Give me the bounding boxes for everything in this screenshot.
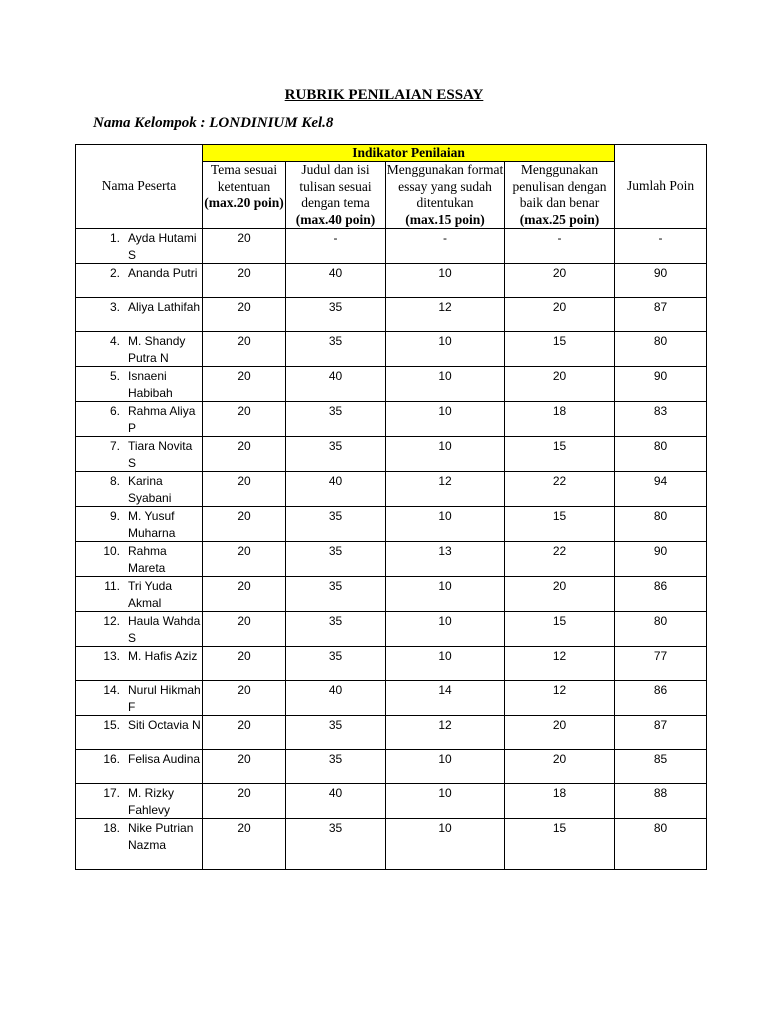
- total-score-cell: 90: [615, 542, 707, 577]
- score-cell: 15: [505, 437, 615, 472]
- row-number: 4.: [109, 334, 120, 348]
- row-number: 7.: [109, 439, 120, 453]
- participant-cell: [76, 647, 203, 681]
- participant-name: Tiara Novita S: [128, 439, 193, 470]
- score-cell: 10: [386, 437, 505, 472]
- score-cell: 20: [203, 402, 286, 437]
- score-cell: 20: [203, 784, 286, 819]
- score-cell: 35: [286, 402, 386, 437]
- score-cell: -: [386, 229, 505, 264]
- participant-name: Karina Syabani: [128, 474, 172, 505]
- score-cell: 35: [286, 507, 386, 542]
- participant-name: M. Rizky Fahlevy: [128, 786, 174, 817]
- participant-name: Tri Yuda Akmal: [128, 579, 173, 610]
- score-cell: 20: [505, 298, 615, 332]
- score-cell: 20: [203, 647, 286, 681]
- table-row: [76, 367, 707, 402]
- score-cell: 35: [286, 542, 386, 577]
- score-cell: 20: [505, 716, 615, 750]
- score-cell: 22: [505, 472, 615, 507]
- score-cell: 35: [286, 750, 386, 784]
- table-body: [76, 229, 707, 870]
- rubric-table: [75, 144, 707, 870]
- participant-cell: [76, 472, 203, 507]
- score-cell: 40: [286, 784, 386, 819]
- score-cell: 35: [286, 437, 386, 472]
- score-cell: -: [286, 229, 386, 264]
- participant-name: Nurul Hikmah F: [128, 683, 201, 714]
- row-number: 16.: [103, 752, 120, 766]
- row-number: 13.: [103, 649, 120, 663]
- score-cell: 20: [203, 542, 286, 577]
- score-cell: 20: [203, 681, 286, 716]
- score-cell: 10: [386, 402, 505, 437]
- total-score-cell: 85: [615, 750, 707, 784]
- score-cell: 20: [203, 367, 286, 402]
- participant-cell: [76, 298, 203, 332]
- score-cell: 40: [286, 264, 386, 298]
- participant-cell: [76, 750, 203, 784]
- participant-name: M. Hafis Aziz: [128, 649, 198, 663]
- participant-cell: [76, 402, 203, 437]
- participant-cell: [76, 437, 203, 472]
- score-cell: 20: [203, 750, 286, 784]
- score-cell: 40: [286, 681, 386, 716]
- score-cell: 18: [505, 784, 615, 819]
- score-cell: 12: [505, 647, 615, 681]
- row-number: 10.: [103, 544, 120, 558]
- score-cell: 10: [386, 612, 505, 647]
- participant-name: M. Shandy Putra N: [128, 334, 186, 365]
- total-score-cell: 80: [615, 437, 707, 472]
- score-cell: 20: [203, 612, 286, 647]
- row-number: 5.: [109, 369, 120, 383]
- participant-cell: [76, 229, 203, 264]
- total-score-cell: 80: [615, 507, 707, 542]
- total-score-cell: 90: [615, 264, 707, 298]
- total-score-cell: 80: [615, 612, 707, 647]
- col-header-name: Nama Peserta: [76, 145, 203, 229]
- total-score-cell: 90: [615, 367, 707, 402]
- row-number: 18.: [103, 821, 120, 835]
- score-cell: 35: [286, 612, 386, 647]
- score-cell: 12: [386, 298, 505, 332]
- participant-name: Rahma Mareta: [128, 544, 167, 575]
- score-cell: 35: [286, 716, 386, 750]
- table-row: [76, 437, 707, 472]
- total-score-cell: 88: [615, 784, 707, 819]
- table-row: [76, 507, 707, 542]
- total-score-cell: 86: [615, 681, 707, 716]
- row-number: 15.: [103, 718, 120, 732]
- table-row: [76, 402, 707, 437]
- participant-cell: [76, 716, 203, 750]
- score-cell: 35: [286, 298, 386, 332]
- total-score-cell: 77: [615, 647, 707, 681]
- score-cell: 15: [505, 612, 615, 647]
- participant-cell: [76, 542, 203, 577]
- participant-name: Ayda Hutami S: [128, 231, 197, 262]
- participant-name: Felisa Audina: [128, 752, 201, 766]
- score-cell: 10: [386, 647, 505, 681]
- participant-cell: [76, 507, 203, 542]
- table-row: [76, 332, 707, 367]
- row-number: 14.: [103, 683, 120, 697]
- score-cell: 20: [203, 437, 286, 472]
- score-cell: 10: [386, 819, 505, 870]
- total-score-cell: 80: [615, 332, 707, 367]
- score-cell: 13: [386, 542, 505, 577]
- score-cell: 20: [203, 577, 286, 612]
- criterion-header: Menggunakan format essay yang sudah ditentukan (max.15 poin): [386, 162, 504, 227]
- score-cell: 15: [505, 819, 615, 870]
- participant-cell: [76, 612, 203, 647]
- participant-name: Haula Wahda S: [128, 614, 201, 645]
- row-number: 8.: [109, 474, 120, 488]
- participant-name: Siti Octavia N: [128, 718, 201, 732]
- score-cell: 20: [203, 332, 286, 367]
- total-score-cell: 87: [615, 298, 707, 332]
- score-cell: 14: [386, 681, 505, 716]
- total-score-cell: 83: [615, 402, 707, 437]
- total-score-cell: 80: [615, 819, 707, 870]
- score-cell: 20: [505, 264, 615, 298]
- row-number: 1.: [109, 231, 120, 245]
- participant-cell: [76, 577, 203, 612]
- score-cell: 20: [505, 367, 615, 402]
- participant-name: M. Yusuf Muharna: [128, 509, 176, 540]
- score-cell: 12: [386, 472, 505, 507]
- score-cell: 20: [203, 507, 286, 542]
- table-row: [76, 784, 707, 819]
- score-cell: 22: [505, 542, 615, 577]
- row-number: 9.: [109, 509, 120, 523]
- row-number: 12.: [103, 614, 120, 628]
- score-cell: 15: [505, 332, 615, 367]
- score-cell: 40: [286, 472, 386, 507]
- table-row: [76, 750, 707, 784]
- score-cell: 20: [203, 472, 286, 507]
- table-row: [76, 647, 707, 681]
- table-row: [76, 577, 707, 612]
- group-name: Nama Kelompok : LONDINIUM Kel.8: [93, 115, 334, 131]
- participant-name: Ananda Putri: [128, 266, 198, 280]
- score-cell: 20: [203, 298, 286, 332]
- participant-name: Isnaeni Habibah: [128, 369, 173, 400]
- table-row: [76, 681, 707, 716]
- score-cell: 40: [286, 367, 386, 402]
- total-score-cell: 94: [615, 472, 707, 507]
- criterion-header: Tema sesuai ketentuan (max.20 poin): [203, 162, 286, 229]
- score-cell: 20: [203, 819, 286, 870]
- participant-cell: [76, 367, 203, 402]
- criterion-header: Judul dan isi tulisan sesuai dengan tema (max.40 poin): [286, 162, 386, 229]
- table-row: [76, 264, 707, 298]
- score-cell: 15: [505, 507, 615, 542]
- col-header-total: Jumlah Poin: [615, 145, 707, 229]
- score-cell: 12: [386, 716, 505, 750]
- row-number: 2.: [109, 266, 120, 280]
- total-score-cell: 87: [615, 716, 707, 750]
- row-number: 6.: [109, 404, 120, 418]
- score-cell: 10: [386, 264, 505, 298]
- score-cell: 35: [286, 332, 386, 367]
- document-title: RUBRIK PENILAIAN ESSAY: [284, 87, 484, 103]
- row-number: 11.: [104, 579, 120, 593]
- table-row: [76, 716, 707, 750]
- score-cell: 10: [386, 332, 505, 367]
- participant-cell: [76, 681, 203, 716]
- score-cell: 35: [286, 647, 386, 681]
- table-row: [76, 472, 707, 507]
- participant-name: Aliya Lathifah: [128, 300, 201, 314]
- total-score-cell: -: [615, 229, 707, 264]
- score-cell: 18: [505, 402, 615, 437]
- score-cell: 10: [386, 750, 505, 784]
- score-cell: 20: [505, 577, 615, 612]
- participant-cell: [76, 264, 203, 298]
- table-row: [76, 229, 707, 264]
- score-cell: 10: [386, 577, 505, 612]
- row-number: 17.: [103, 786, 120, 800]
- score-cell: 10: [386, 367, 505, 402]
- score-cell: 10: [386, 784, 505, 819]
- score-cell: 20: [203, 716, 286, 750]
- score-cell: 12: [505, 681, 615, 716]
- participant-cell: [76, 819, 203, 870]
- score-cell: 20: [203, 229, 286, 264]
- score-cell: 10: [386, 507, 505, 542]
- row-number: 3.: [109, 300, 120, 314]
- score-cell: -: [505, 229, 615, 264]
- table-row: [76, 298, 707, 332]
- criterion-header: Menggunakan penulisan dengan baik dan benar (max.25 poin): [505, 162, 615, 229]
- indicator-header: Indikator Penilaian: [203, 145, 615, 162]
- participant-cell: [76, 784, 203, 819]
- participant-cell: [76, 332, 203, 367]
- score-cell: 35: [286, 577, 386, 612]
- table-row: [76, 612, 707, 647]
- table-row: [76, 819, 707, 870]
- participant-name: Nike Putrian Nazma: [128, 821, 194, 852]
- score-cell: 35: [286, 819, 386, 870]
- participant-name: Rahma Aliya P: [128, 404, 196, 435]
- score-cell: 20: [203, 264, 286, 298]
- table-row: [76, 542, 707, 577]
- score-cell: 20: [505, 750, 615, 784]
- total-score-cell: 86: [615, 577, 707, 612]
